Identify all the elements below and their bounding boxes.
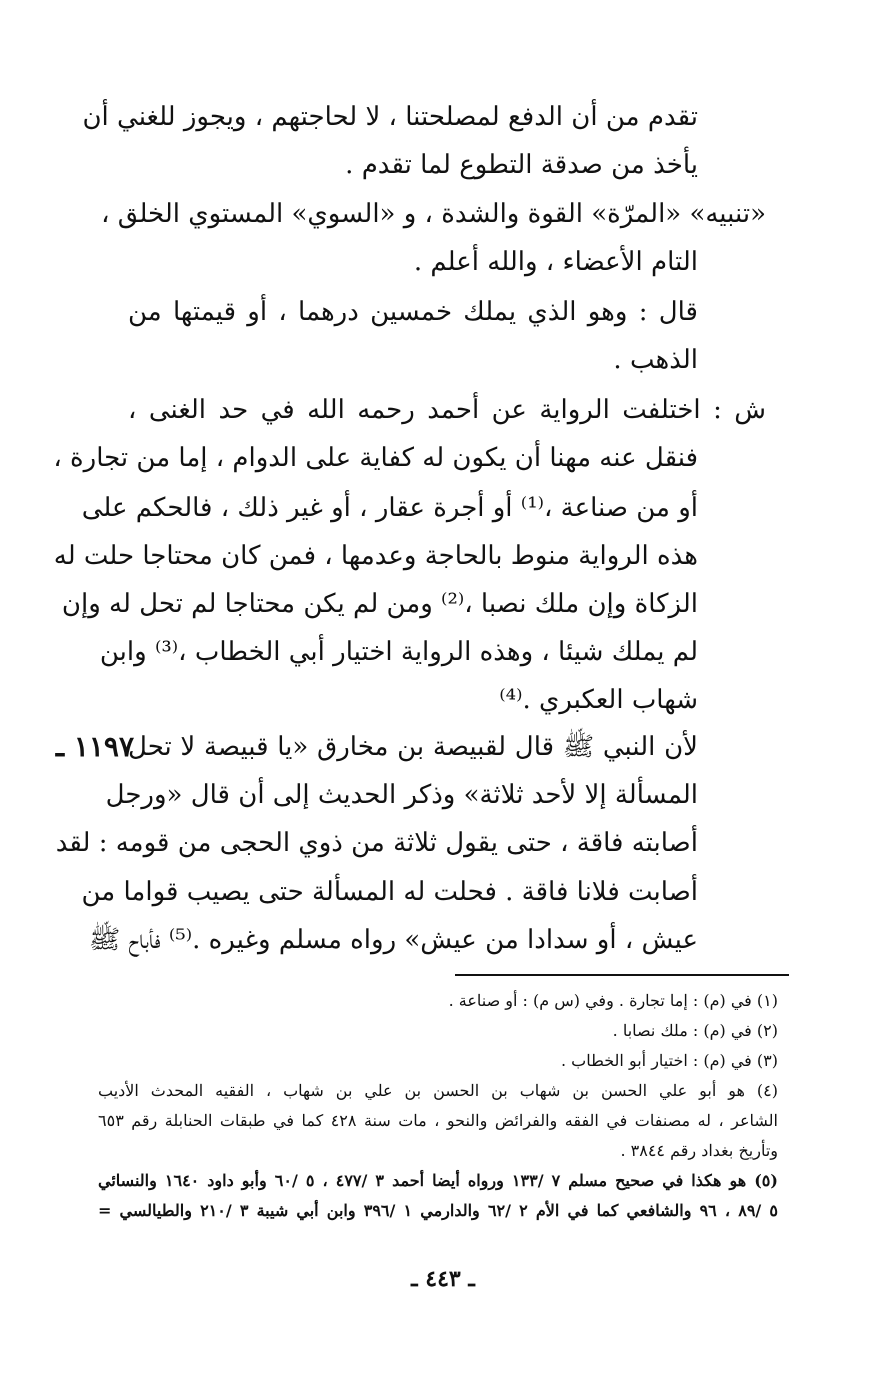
hadith-number: ١١٩٧ ـ (55, 730, 134, 763)
body-line: أصابته فاقة ، حتى يقول ثلاثة من ذوي الحجى من قومه : لقد (55, 828, 698, 858)
footnote-line: وتأريخ بغداد رقم ٣٨٤٤ . (620, 1141, 778, 1160)
body-line: يأخذ من صدقة التطوع لما تقدم . (345, 150, 698, 180)
body-line: الذهب . (613, 345, 698, 375)
body-line: تقدم من أن الدفع لمصلحتنا ، لا لحاجتهم ، ويجوز للغني أن (82, 102, 698, 132)
page-number: ـ ٤٤٣ ـ (411, 1266, 475, 1292)
footnote-line: ٥ /٨٩ ، ٩٦ والشافعي كما في الأم ٢ /٦٢ والدارمي ١ /٣٩٦ وابن أبي شيبة ٣ /٢١٠ والطيالسي = (98, 1201, 779, 1220)
body-line: ش : اختلفت الرواية عن أحمد رحمه الله في حد الغنى ، (128, 395, 766, 425)
body-line: المسألة إلا لأحد ثلاثة» وذكر الحديث إلى أن قال «ورجل (105, 780, 698, 810)
footnote-line: الشاعر ، له مصنفات في الفقه والفرائض والنحو ، مات سنة ٤٢٨ كما في طبقات الحنابلة رقم ٦٥٣ (98, 1111, 778, 1130)
body-line: عيش ، أو سدادا من عيش» رواه مسلم وغيره .⁽⁵⁾ فأباح ﷺ (88, 925, 698, 955)
body-line: لأن النبي ﷺ قال لقبيصة بن مخارق «يا قبيصة لا تحل (128, 732, 698, 762)
footnote-line: (٥) هو هكذا في صحيح مسلم ٧ /١٣٣ ورواه أيضا أحمد ٣ /٤٧٧ ، ٥ /٦٠ وأبو داود ١٦٤٠ والنسائي (98, 1171, 778, 1190)
footnote-separator (455, 974, 789, 976)
body-line: الزكاة وإن ملك نصبا ،⁽²⁾ ومن لم يكن محتاجا لم تحل له وإن (61, 589, 698, 619)
footnote-line: (١) في (م) : إما تجارة . وفي (س م) : أو صناعة . (448, 991, 778, 1010)
footnote-line: (٢) في (م) : ملك نصابا . (612, 1021, 778, 1040)
body-line: أصابت فلانا فاقة . فحلت له المسألة حتى يصيب قواما من (81, 877, 698, 907)
body-line: «تنبيه» «المرّة» القوة والشدة ، و «السوي» المستوي الخلق ، (101, 199, 766, 229)
body-line: أو من صناعة ،⁽¹⁾ أو أجرة عقار ، أو غير ذلك ، فالحكم على (81, 493, 698, 523)
body-line: هذه الرواية منوط بالحاجة وعدمها ، فمن كان محتاجا حلت له (53, 541, 698, 571)
body-line: قال : وهو الذي يملك خمسين درهما ، أو قيمتها من (128, 297, 698, 327)
body-line: فنقل عنه مهنا أن يكون له كفاية على الدوام ، إما من تجارة ، (53, 443, 698, 473)
body-line: شهاب العكبري .⁽⁴⁾ (499, 685, 698, 715)
body-line: التام الأعضاء ، والله أعلم . (413, 247, 698, 277)
footnote-line: (٤) هو أبو علي الحسن بن شهاب بن الحسن بن علي بن شهاب ، الفقيه المحدث الأديب (98, 1081, 778, 1100)
body-line: لم يملك شيئا ، وهذه الرواية اختيار أبي الخطاب ،⁽³⁾ وابن (99, 637, 698, 667)
footnote-line: (٣) في (م) : اختيار أبو الخطاب . (560, 1051, 778, 1070)
